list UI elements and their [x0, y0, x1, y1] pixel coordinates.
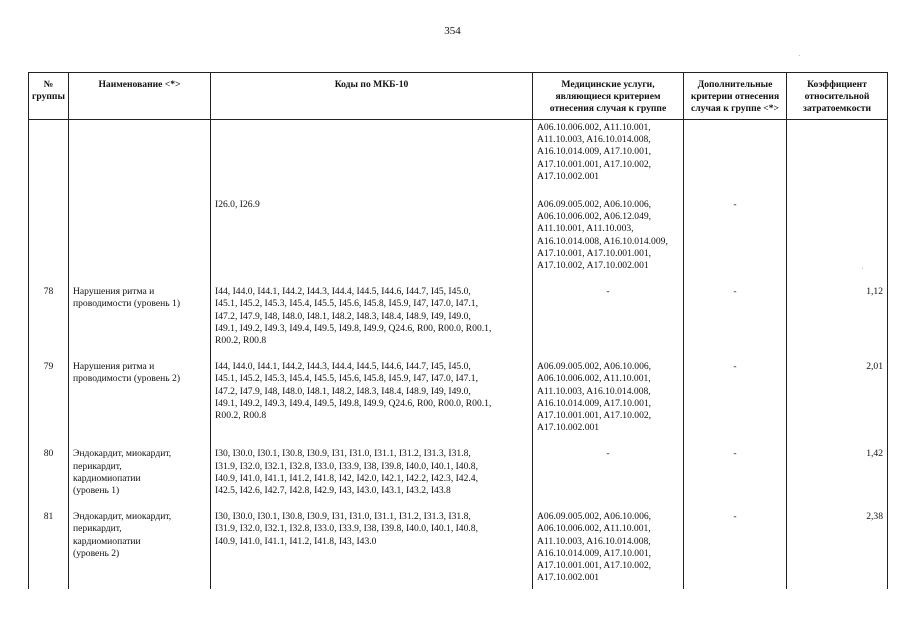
group-number: 80	[29, 440, 69, 503]
extra-criteria	[684, 120, 787, 192]
table-row	[29, 278, 888, 353]
header-row	[29, 73, 888, 120]
extra-criteria: -	[684, 278, 787, 353]
group-name: Эндокардит, миокардит, перикардит, кардиомиопатии (уровень 2)	[69, 503, 211, 588]
cost-coefficient: 2,38	[787, 503, 888, 588]
icd-codes: I30, I30.0, I30.1, I30.8, I30.9, I31, I31.0, I31.1, I31.2, I31.3, I31.8, I31.9, I32.0, I32.1, I32.8, I33.0, I33.9, I38, I39.8, I40.0, I40.1, I40.8, I40.9, I41.0, I41.1, I41.2, I41.8, I43, I43.0	[211, 503, 533, 588]
scan-speck	[862, 268, 863, 269]
header-group-number: № группы	[29, 73, 69, 120]
ksg-table	[28, 72, 888, 589]
scan-speck	[799, 55, 800, 56]
medical-services: A06.09.005.002, A06.10.006, A06.10.006.002, A06.12.049, A11.10.001, A11.10.003, A16.10.014.008, A16.10.014.009, A17.10.001, A17.10.001.001, A17.10.002, A17.10.002.001	[533, 191, 684, 278]
table-row	[29, 191, 888, 278]
table-row	[29, 503, 888, 588]
icd-codes: I30, I30.0, I30.1, I30.8, I30.9, I31, I31.0, I31.1, I31.2, I31.3, I31.8, I31.9, I32.0, I32.1, I32.8, I33.0, I33.9, I38, I39.8, I40.0, I40.1, I40.8, I40.9, I41.0, I41.1, I41.2, I41.8, I42, I42.0, I42.1, I42.2, I42.3, I42.4, I42.5, I42.6, I42.7, I42.8, I42.9, I43, I43.0, I43.1, I43.2, I43.8	[211, 440, 533, 503]
icd-codes: I44, I44.0, I44.1, I44.2, I44.3, I44.4, I44.5, I44.6, I44.7, I45, I45.0, I45.1, I45.2, I45.3, I45.4, I45.5, I45.6, I45.8, I45.9, I47, I47.0, I47.1, I47.2, I47.9, I48, I48.0, I48.1, I48.2, I48.3, I48.4, I48.9, I49, I49.0, I49.1, I49.2, I49.3, I49.4, I49.5, I49.8, I49.9, Q24.6, R00, R00.0, R00.1, R00.2, R00.8	[211, 353, 533, 440]
group-name: Нарушения ритма и проводимости (уровень 1)	[69, 278, 211, 353]
header-icd-codes: Коды по МКБ-10	[211, 73, 533, 120]
medical-services: -	[533, 440, 684, 503]
group-name: Нарушения ритма и проводимости (уровень 2)	[69, 353, 211, 440]
table-row	[29, 120, 888, 192]
extra-criteria: -	[684, 440, 787, 503]
cost-coefficient: 1,42	[787, 440, 888, 503]
extra-criteria: -	[684, 353, 787, 440]
extra-criteria: -	[684, 191, 787, 278]
cost-coefficient: 2,01	[787, 353, 888, 440]
header-cost-coefficient: Коэффициент относительной затратоемкости	[787, 73, 888, 120]
group-name: Эндокардит, миокардит, перикардит, кардиомиопатии (уровень 1)	[69, 440, 211, 503]
header-name: Наименование <*>	[69, 73, 211, 120]
medical-services: -	[533, 278, 684, 353]
extra-criteria: -	[684, 503, 787, 588]
group-number: 79	[29, 353, 69, 440]
medical-services: A06.09.005.002, A06.10.006, A06.10.006.002, A11.10.001, A11.10.003, A16.10.014.008, A16.10.014.009, A17.10.001, A17.10.001.001, A17.10.002, A17.10.002.001	[533, 353, 684, 440]
header-extra-criteria: Дополнительные критерии отнесения случая к группе <*>	[684, 73, 787, 120]
page-number: 354	[444, 25, 461, 37]
group-number: 81	[29, 503, 69, 588]
icd-codes	[211, 120, 533, 192]
cost-coefficient: 1,12	[787, 278, 888, 353]
header-medical-services: Медицинские услуги, являющиеся критерием отнесения случая к группе	[533, 73, 684, 120]
medical-services: A06.09.005.002, A06.10.006, A06.10.006.002, A11.10.001, A11.10.003, A16.10.014.008, A16.10.014.009, A17.10.001, A17.10.001.001, A17.10.002, A17.10.002.001	[533, 503, 684, 588]
icd-codes: I44, I44.0, I44.1, I44.2, I44.3, I44.4, I44.5, I44.6, I44.7, I45, I45.0, I45.1, I45.2, I45.3, I45.4, I45.5, I45.6, I45.8, I45.9, I47, I47.0, I47.1, I47.2, I47.9, I48, I48.0, I48.1, I48.2, I48.3, I48.4, I48.9, I49, I49.0, I49.1, I49.2, I49.3, I49.4, I49.5, I49.8, I49.9, Q24.6, R00, R00.0, R00.1, R00.2, R00.8	[211, 278, 533, 353]
icd-codes: I26.0, I26.9	[211, 191, 533, 278]
medical-services: A06.10.006.002, A11.10.001, A11.10.003, A16.10.014.008, A16.10.014.009, A17.10.001, A17.10.001.001, A17.10.002, A17.10.002.001	[533, 120, 684, 192]
group-number: 78	[29, 278, 69, 353]
table-row	[29, 353, 888, 440]
table-row	[29, 440, 888, 503]
